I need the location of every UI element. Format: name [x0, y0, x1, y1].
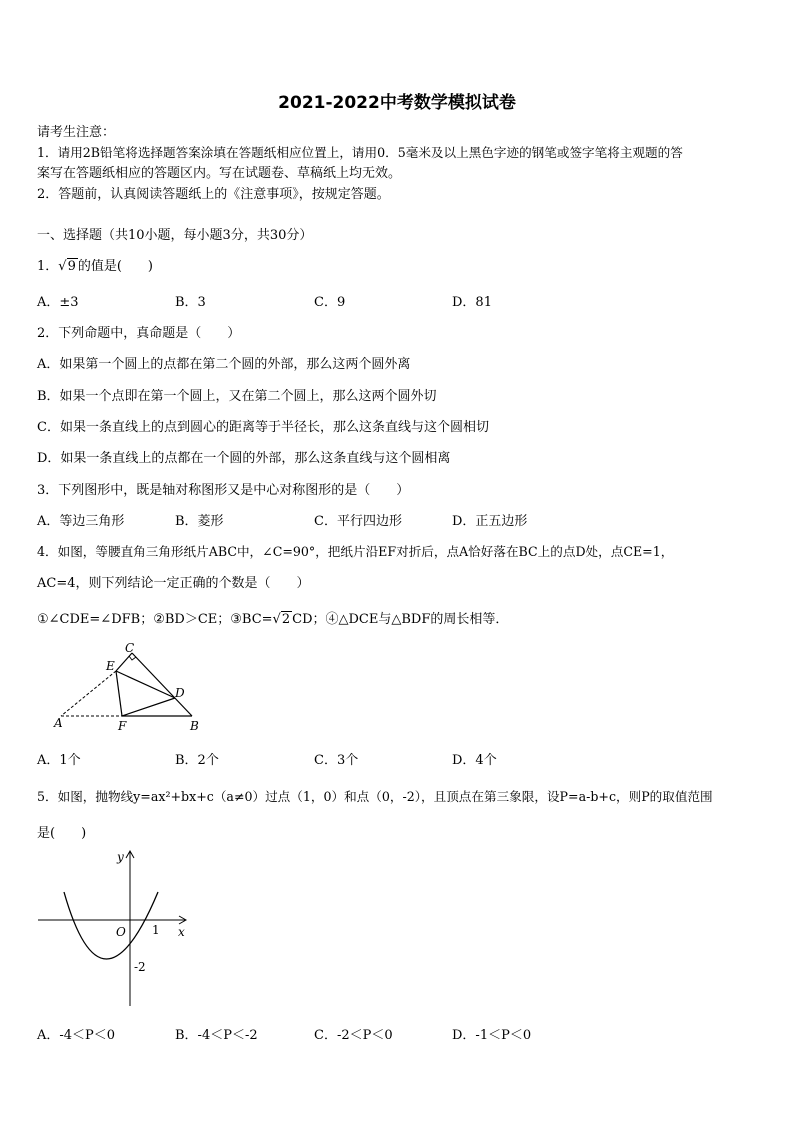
q4-option-c: C．3个	[314, 753, 359, 768]
line-ed	[116, 671, 175, 698]
q2-option-b: B．如果一个点即在第一个圆上，又在第二个圆上，那么这两个圆外切	[37, 389, 437, 404]
q2-option-c: C．如果一条直线上的点到圆心的距离等于半径长，那么这条直线与这个圆相切	[37, 420, 489, 435]
line-ea-dashed	[61, 671, 116, 716]
question-3-stem: 3．下列图形中，既是轴对称图形又是中心对称图形的是（ ）	[37, 483, 410, 498]
label-x: x	[178, 925, 185, 939]
q2-option-d: D．如果一条直线上的点都在一个圆的外部，那么这条直线与这个圆相离	[37, 451, 451, 466]
label-a: A	[54, 716, 63, 730]
label-e: E	[106, 659, 115, 673]
conclusions-pre: ①∠CDE=∠DFB；②BD＞CE；③BC=	[37, 612, 273, 627]
label-c: C	[125, 641, 135, 655]
label-one: 1	[152, 923, 160, 937]
q5-option-b: B．-4＜P＜-2	[175, 1028, 258, 1043]
radicand: 9	[67, 259, 76, 274]
sqrt-symbol: √9	[58, 259, 76, 274]
question-1-stem: 的值是( )	[77, 259, 154, 274]
notice-heading: 请考生注意：	[37, 125, 116, 140]
q3-option-d: D．正五边形	[452, 514, 528, 529]
line-fd	[122, 698, 175, 716]
q2-option-a: A．如果第一个圆上的点都在第二个圆的外部，那么这两个圆外离	[37, 357, 411, 372]
question-4-conclusions	[37, 608, 508, 627]
q5-option-d: D．-1＜P＜0	[452, 1028, 532, 1043]
label-d: D	[175, 686, 185, 700]
label-y: y	[117, 850, 124, 864]
question-4-stem-a: 4．如图，等腰直角三角形纸片ABC中，∠C=90°，把纸片沿EF对折后，点A恰好落在BC上的点D处，点CE=1，	[37, 544, 674, 559]
line-ef	[116, 671, 122, 716]
q3-option-c: C．平行四边形	[314, 514, 402, 529]
q1-option-a: A．±3	[37, 295, 79, 310]
q1-option-c: C．9	[314, 295, 346, 310]
question-1-number: 1．	[37, 259, 59, 274]
notice-line-1b: 案写在答题纸相应的答题区内。写在试题卷、草稿纸上均无效。	[37, 166, 402, 181]
question-1	[37, 255, 153, 274]
conclusions-post: CD；④△DCE与△BDF的周长相等．	[292, 612, 509, 627]
label-b: B	[190, 719, 199, 733]
line-ca	[116, 653, 132, 671]
parabola-figure	[30, 848, 200, 1008]
question-5-stem-b: 是( )	[37, 826, 87, 841]
question-5-stem-a: 5．如图，抛物线y=ax²+bx+c（a≠0）过点（1，0）和点（0，-2），且顶点在第三象限，设P=a-b+c，则P的取值范围	[37, 789, 713, 804]
line-cb	[132, 653, 192, 716]
question-2-stem: 2．下列命题中，真命题是（ ）	[37, 326, 241, 341]
label-f: F	[118, 719, 127, 733]
label-neg-two: -2	[134, 960, 146, 974]
radicand: 2	[281, 612, 291, 627]
sqrt-symbol: √2	[272, 612, 291, 627]
q5-option-c: C．-2＜P＜0	[314, 1028, 393, 1043]
notice-line-2: 2．答题前，认真阅读答题纸上的《注意事项》，按规定答题。	[37, 187, 390, 202]
notice-line-1a: 1．请用2B铅笔将选择题答案涂填在答题纸相应位置上，请用0．5毫米及以上黑色字迹的钢笔或签字笔将主观题的答	[37, 145, 683, 160]
question-4-stem-b: AC=4，则下列结论一定正确的个数是（ ）	[37, 576, 310, 591]
q3-option-b: B．菱形	[175, 514, 224, 529]
section-heading: 一、选择题（共10小题，每小题3分，共30分）	[37, 228, 313, 243]
q1-option-d: D．81	[452, 295, 492, 310]
q4-option-a: A．1个	[37, 753, 81, 768]
parabola-curve	[64, 892, 158, 959]
q3-option-a: A．等边三角形	[37, 514, 125, 529]
triangle-figure	[50, 640, 210, 735]
q4-option-d: D．4个	[452, 753, 497, 768]
label-origin: O	[116, 925, 126, 939]
page-title: 2021-2022中考数学模拟试卷	[278, 93, 516, 113]
q1-option-b: B．3	[175, 295, 206, 310]
q5-option-a: A．-4＜P＜0	[37, 1028, 116, 1043]
q4-option-b: B．2个	[175, 753, 219, 768]
